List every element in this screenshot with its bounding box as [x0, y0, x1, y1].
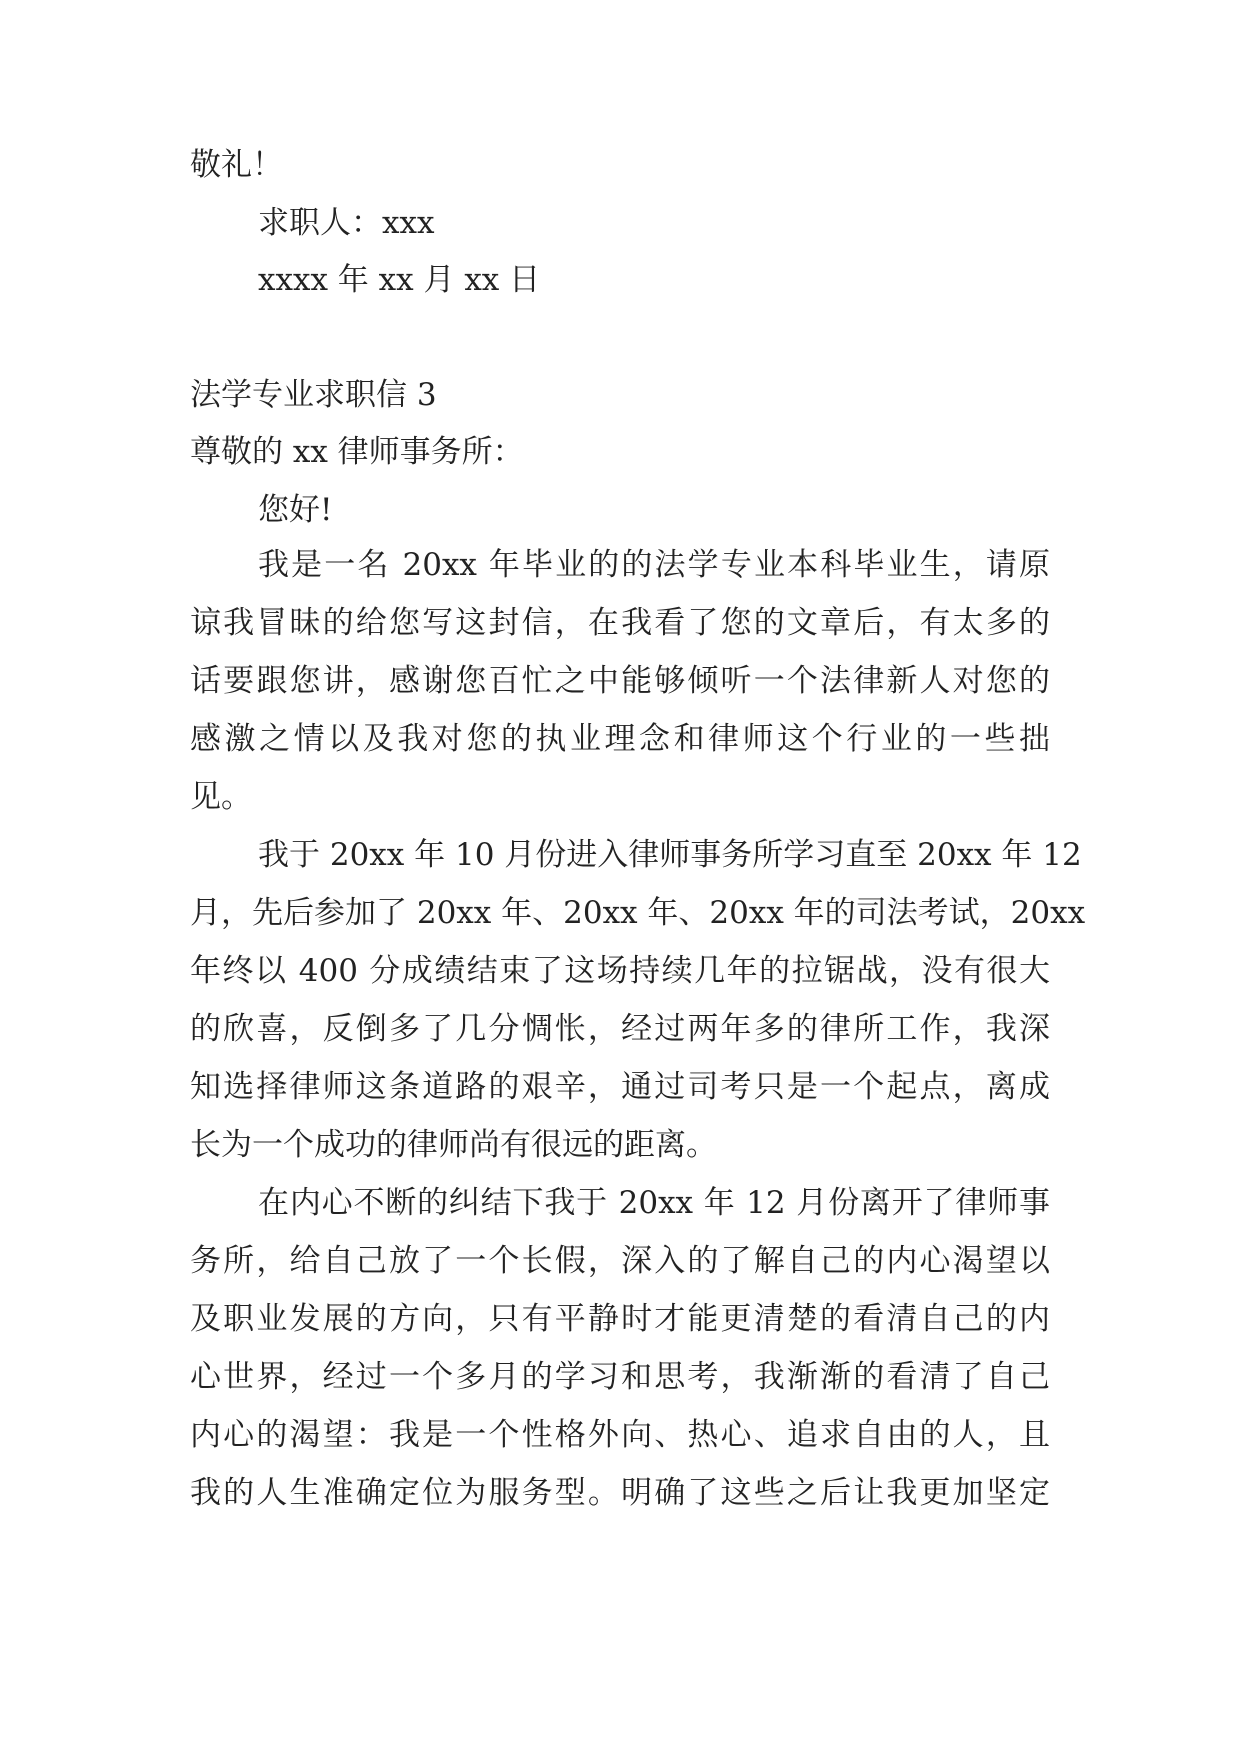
addressee: 尊敬的 xx 律师事务所： [190, 434, 524, 470]
paragraph-line: 谅我冒昧的给您写这封信，在我看了您的文章后，有太多的 [190, 605, 1050, 641]
paragraph-line: 在内心不断的纠结下我于 20xx 年 12 月份离开了律师事 [258, 1185, 1050, 1221]
paragraph-line: 我于 20xx 年 10 月份进入律师事务所学习直至 20xx 年 12 [258, 837, 1082, 873]
letter-title: 法学专业求职信 3 [190, 377, 437, 413]
paragraph-line: 我是一名 20xx 年毕业的的法学专业本科毕业生，请原 [258, 547, 1050, 583]
greeting: 您好! [258, 492, 333, 528]
paragraph-line: 感激之情以及我对您的执业理念和律师这个行业的一些拙 [190, 721, 1050, 757]
paragraph-line: 长为一个成功的律师尚有很远的距离。 [190, 1127, 717, 1163]
paragraph-line: 内心的渴望：我是一个性格外向、热心、追求自由的人，且 [190, 1417, 1050, 1453]
paragraph-line: 年终以 400 分成绩结束了这场持续几年的拉锯战，没有很大 [190, 953, 1050, 989]
paragraph-line: 话要跟您讲，感谢您百忙之中能够倾听一个法律新人对您的 [190, 663, 1050, 699]
applicant-signature: 求职人：xxx [258, 205, 435, 241]
paragraph-line: 心世界，经过一个多月的学习和思考，我渐渐的看清了自己 [190, 1359, 1050, 1395]
paragraph-line: 及职业发展的方向，只有平静时才能更清楚的看清自己的内 [190, 1301, 1050, 1337]
paragraph-line: 月，先后参加了 20xx 年、20xx 年、20xx 年的司法考试，20xx [190, 895, 1086, 931]
closing-salute: 敬礼！ [190, 147, 283, 183]
paragraph-line: 见。 [190, 779, 252, 815]
letter-date: xxxx 年 xx 月 xx 日 [258, 262, 541, 298]
paragraph-line: 知选择律师这条道路的艰辛，通过司考只是一个起点，离成 [190, 1069, 1050, 1105]
paragraph-line: 我的人生准确定位为服务型。明确了这些之后让我更加坚定 [190, 1475, 1050, 1511]
paragraph-line: 务所，给自己放了一个长假，深入的了解自己的内心渴望以 [190, 1243, 1050, 1279]
paragraph-line: 的欣喜，反倒多了几分惆怅，经过两年多的律所工作，我深 [190, 1011, 1050, 1047]
